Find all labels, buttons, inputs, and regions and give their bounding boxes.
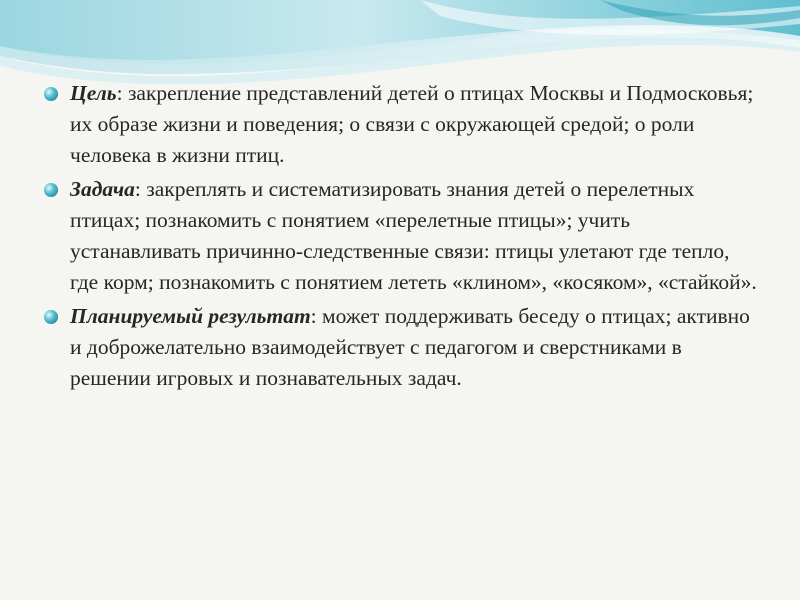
teal-sphere-bullet-icon — [43, 309, 59, 325]
task-text: : закреплять и систематизировать знания детей о перелетных птицах; познакомить с понятием «перелетные птицы»; учить устанавливать причинно-следственные связи: птицы улетают где тепло, где корм; познакомить с понятием лететь «клином», «косяком», «стайкой». — [70, 177, 757, 294]
list-item-result — [40, 301, 760, 394]
teal-sphere-bullet-icon — [43, 86, 59, 102]
list-item-goal — [40, 78, 760, 171]
teal-sphere-bullet-icon — [43, 182, 59, 198]
bullet-list — [40, 78, 760, 397]
result-term: Планируемый результат — [70, 304, 311, 328]
result-text: : может поддерживать беседу о птицах; активно и доброжелательно взаимодействует с педагогом и сверстниками в решении игровых и познавательных задач. — [70, 304, 750, 390]
goal-text: : закрепление представлений детей о птицах Москвы и Подмосковья; их образе жизни и поведения; о связи с окружающей средой; о роли человека в жизни птиц. — [70, 81, 754, 167]
goal-term: Цель — [70, 81, 117, 105]
task-term: Задача — [70, 177, 135, 201]
list-item-task — [40, 174, 760, 298]
